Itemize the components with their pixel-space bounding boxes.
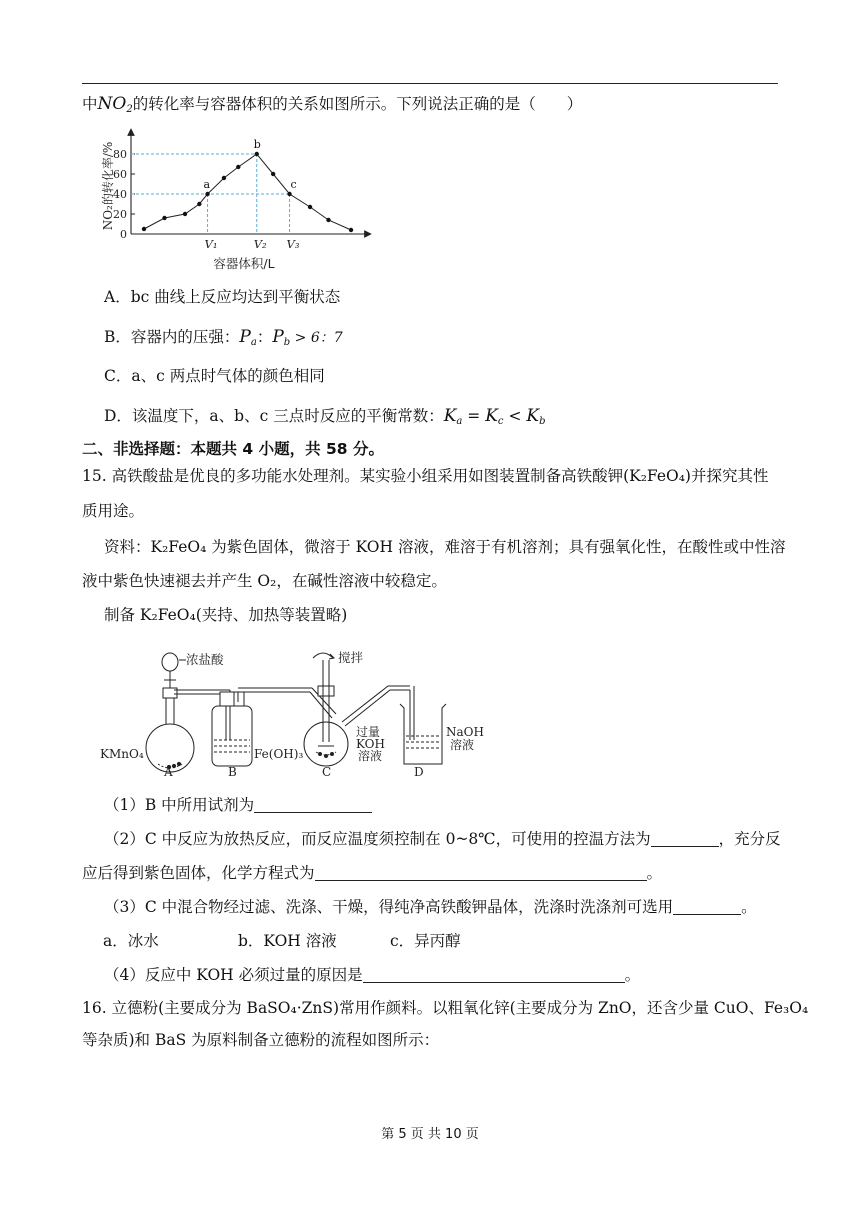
label-c: C (322, 765, 332, 779)
label-naoh: NaOH (446, 725, 484, 739)
y-tick-label: 40 (113, 188, 127, 201)
label-koh-solution: 溶液 (358, 749, 383, 763)
label-stir: 搅拌 (338, 650, 364, 665)
y-tick-label: 0 (120, 228, 127, 241)
data-points (142, 138, 353, 232)
label-a: A (164, 765, 173, 779)
stem-suffix: 的转化率与容器体积的关系如图所示。下列说法正确的是（ ） (132, 95, 583, 113)
q15-sub3-options (103, 930, 461, 952)
y-axis-label: NO₂的转化率/% (101, 141, 115, 231)
label-feoh3: Fe(OH)₃ (254, 747, 304, 761)
label-b: B (228, 765, 237, 779)
option-koh-solution: b．KOH 溶液 (238, 932, 337, 950)
data-point (183, 212, 187, 216)
answer-blank-2a[interactable] (651, 830, 719, 847)
data-point (197, 202, 201, 206)
x-axis-label: 容器体积/L (213, 256, 275, 271)
label-kmno4: KMnO₄ (100, 747, 144, 761)
label-koh: KOH (356, 737, 385, 751)
data-point (142, 227, 146, 231)
q16-line2: 等杂质)和 BaS 为原料制备立德粉的流程如图所示： (82, 1031, 440, 1049)
data-point (308, 205, 312, 209)
option-b: B．容器内的压强：$P_a$：$P_b > 6$：7 (104, 327, 343, 348)
y-tick-label: 20 (113, 208, 127, 221)
x-tick-label: V₁ (204, 237, 218, 251)
q15-line3: 资料：K₂FeO₄ 为紫色固体，微溶于 KOH 溶液，难溶于有机溶剂；具有强氧化性，在酸性或中性溶 (104, 538, 786, 556)
label-naoh-solution: 溶液 (450, 738, 475, 752)
q15-sub4: （4）反应中 KOH 必须过量的原因是 。 (104, 966, 641, 984)
y-tick-label: 60 (113, 168, 127, 181)
q15-sub3: （3）C 中混合物经过滤、洗涤、干燥，得纯净高铁酸钾晶体，洗涤时洗涤剂可选用 。 (104, 898, 757, 916)
q15-sub2: （2）C 中反应为放热反应，而反应温度须控制在 0~8℃，可使用的控温方法为 ，充分反 (104, 830, 781, 848)
data-point (236, 165, 240, 169)
stem-formula: $NO_2$ (97, 94, 133, 115)
point-label-c: c (290, 178, 297, 191)
top-rule (82, 83, 778, 84)
option-ice-water: a．冰水 (103, 932, 159, 950)
label-excess: 过量 (356, 725, 381, 739)
data-point (255, 152, 259, 156)
data-point (271, 172, 275, 176)
q15-line2: 质用途。 (82, 502, 145, 520)
answer-blank-4[interactable] (363, 966, 625, 983)
section-heading: 二、非选择题：本题共 4 小题，共 58 分。 (82, 440, 384, 458)
point-label-b: b (253, 138, 261, 151)
y-tick-label: 80 (113, 148, 127, 161)
apparatus-diagram (100, 640, 500, 782)
answer-blank-3[interactable] (673, 898, 741, 915)
q15-sub2-cont: 应后得到紫色固体，化学方程式为 。 (82, 864, 663, 882)
x-tick-label: V₃ (286, 237, 300, 251)
page-footer: 第 5 页 共 10 页 (381, 1127, 479, 1142)
point-label-a: a (203, 178, 211, 191)
option-isopropanol: c．异丙醇 (390, 932, 461, 950)
q15-line1: 15. 高铁酸盐是优良的多功能水处理剂。某实验小组采用如图装置制备高铁酸钾(K₂FeO₄)并探究其性 (82, 467, 769, 485)
label-conc-hcl: 浓盐酸 (186, 652, 224, 667)
apparatus-d (400, 704, 446, 764)
apparatus-a (146, 653, 230, 772)
q14-stem (82, 93, 582, 121)
q15-sub1: （1）B 中所用试剂为 (104, 794, 372, 816)
answer-blank-1[interactable] (254, 796, 372, 813)
data-point (287, 192, 291, 196)
stem-prefix: 中 (82, 95, 98, 113)
data-point (222, 176, 226, 180)
conversion-chart (96, 128, 376, 276)
option-a: A．bc 曲线上反应均达到平衡状态 (104, 288, 341, 306)
data-point (205, 192, 209, 196)
q15-line4: 液中紫色快速褪去并产生 O₂，在碱性溶液中较稳定。 (82, 572, 447, 590)
x-ticks (205, 237, 300, 251)
option-c: C．a、c 两点时气体的颜色相同 (104, 367, 325, 385)
answer-blank-2b[interactable] (315, 864, 647, 881)
label-d: D (414, 765, 424, 779)
data-point (162, 216, 166, 220)
q16-line1: 16. 立德粉(主要成分为 BaSO₄·ZnS)常用作颜料。以粗氧化锌(主要成分为 ZnO，还含少量 CuO、Fe₃O₄ (82, 999, 809, 1017)
x-tick-label: V₂ (253, 237, 267, 251)
guide-lines (131, 154, 290, 234)
data-point (349, 228, 353, 232)
conversion-curve (144, 154, 351, 230)
q15-line5: 制备 K₂FeO₄(夹持、加热等装置略) (104, 606, 348, 624)
option-d: D．该温度下，a、b、c 三点时反应的平衡常数：$K_a = K_c < K_b$ (104, 406, 546, 427)
data-point (326, 218, 330, 222)
